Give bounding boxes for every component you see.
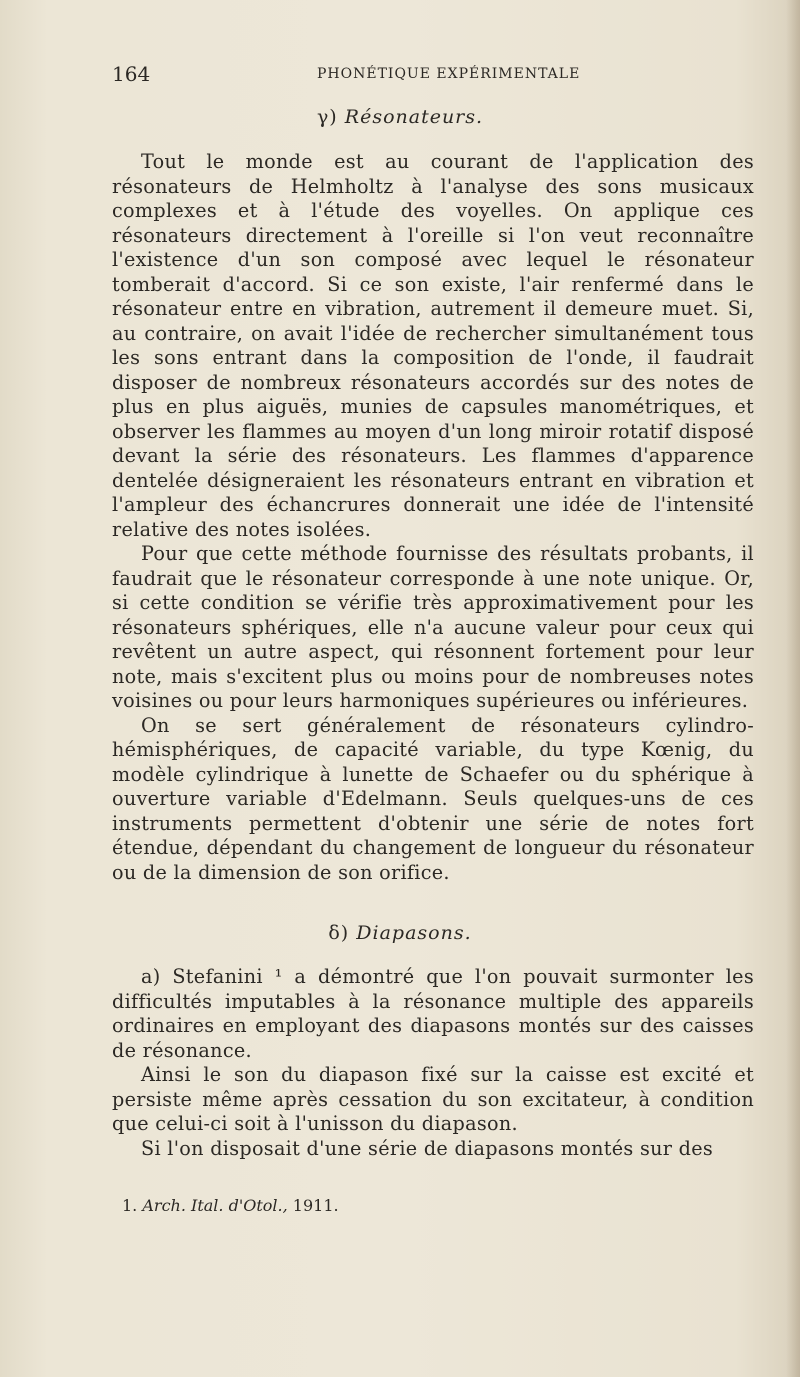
section-letter: δ) xyxy=(328,922,350,944)
paragraph: a) Stefanini ¹ a démontré que l'on pouvait surmonter les difficultés imputables à la résonance multiple des appareils ordinaires en employant des diapasons montés sur des caisses de résonance. xyxy=(112,965,754,1062)
section-heading-diapasons xyxy=(0,922,800,944)
section-title: Diapasons. xyxy=(356,922,472,944)
paragraph: Ainsi le son du diapason fixé sur la caisse est excité et persiste même après cessation du son excitateur, à condition que celui-ci soit à l'unisson du diapason. xyxy=(112,1063,754,1135)
paragraph: Si l'on disposait d'une série de diapasons montés sur des xyxy=(141,1136,714,1160)
paragraph: On se sert généralement de résonateurs cylindro-hémisphériques, de capacité variable, du type Kœnig, du modèle cylindrique à lunette de Schaefer ou du sphérique à ouverture variable d'Edelmann. Seuls quelques-uns de ces instruments permettent d'obtenir une série de notes fort étendue, dépendant du changement de longueur du résonateur ou de la dimension de son orifice. xyxy=(112,713,754,884)
page-header xyxy=(112,62,752,88)
running-title: PHONÉTIQUE EXPÉRIMENTALE xyxy=(317,66,581,82)
footnote-marker: 1. xyxy=(122,1196,138,1215)
footnote-source: Arch. Ital. d'Otol., xyxy=(142,1196,288,1215)
section-body-resonateurs xyxy=(112,150,754,885)
page-number: 164 xyxy=(112,62,151,86)
footnote xyxy=(122,1196,339,1215)
footnote-year: 1911. xyxy=(292,1196,339,1215)
page-edge-shadow xyxy=(786,0,800,1377)
section-title: Résonateurs. xyxy=(344,106,484,128)
section-body-diapasons xyxy=(112,965,754,1161)
section-letter: γ) xyxy=(316,106,338,128)
paragraph: Tout le monde est au courant de l'application des résonateurs de Helmholtz à l'analyse des sons musicaux complexes et à l'étude des voyelles. On applique ces résonateurs directement à l'oreille si l'on veut reconnaître l'existence d'un son composé avec lequel le résonateur tomberait d'accord. Si ce son existe, l'air renfermé dans le résonateur entre en vibration, autrement il demeure muet. Si, au contraire, on avait l'idée de rechercher simultanément tous les sons entrant dans la composition de l'onde, il faudrait disposer de nombreux résonateurs accordés sur des notes de plus en plus aiguës, munies de capsules manométriques, et observer les flammes au moyen d'un long miroir rotatif disposé devant la série des résonateurs. Les flammes d'apparence dentelée désigneraient les résonateurs entrant en vibration et l'ampleur des échancrures donnerait une idée de l'intensité relative des notes isolées. xyxy=(112,150,754,541)
paragraph: Pour que cette méthode fournisse des résultats probants, il faudrait que le résonateur corresponde à une note unique. Or, si cette condition se vérifie très approximativement pour les résonateurs sphériques, elle n'a aucune valeur pour ceux qui revêtent un autre aspect, qui résonnent fortement pour leur note, mais s'excitent plus ou moins pour de nombreuses notes voisines ou pour leurs harmoniques supérieures ou inférieures. xyxy=(112,542,754,712)
section-heading-resonateurs xyxy=(0,106,800,128)
